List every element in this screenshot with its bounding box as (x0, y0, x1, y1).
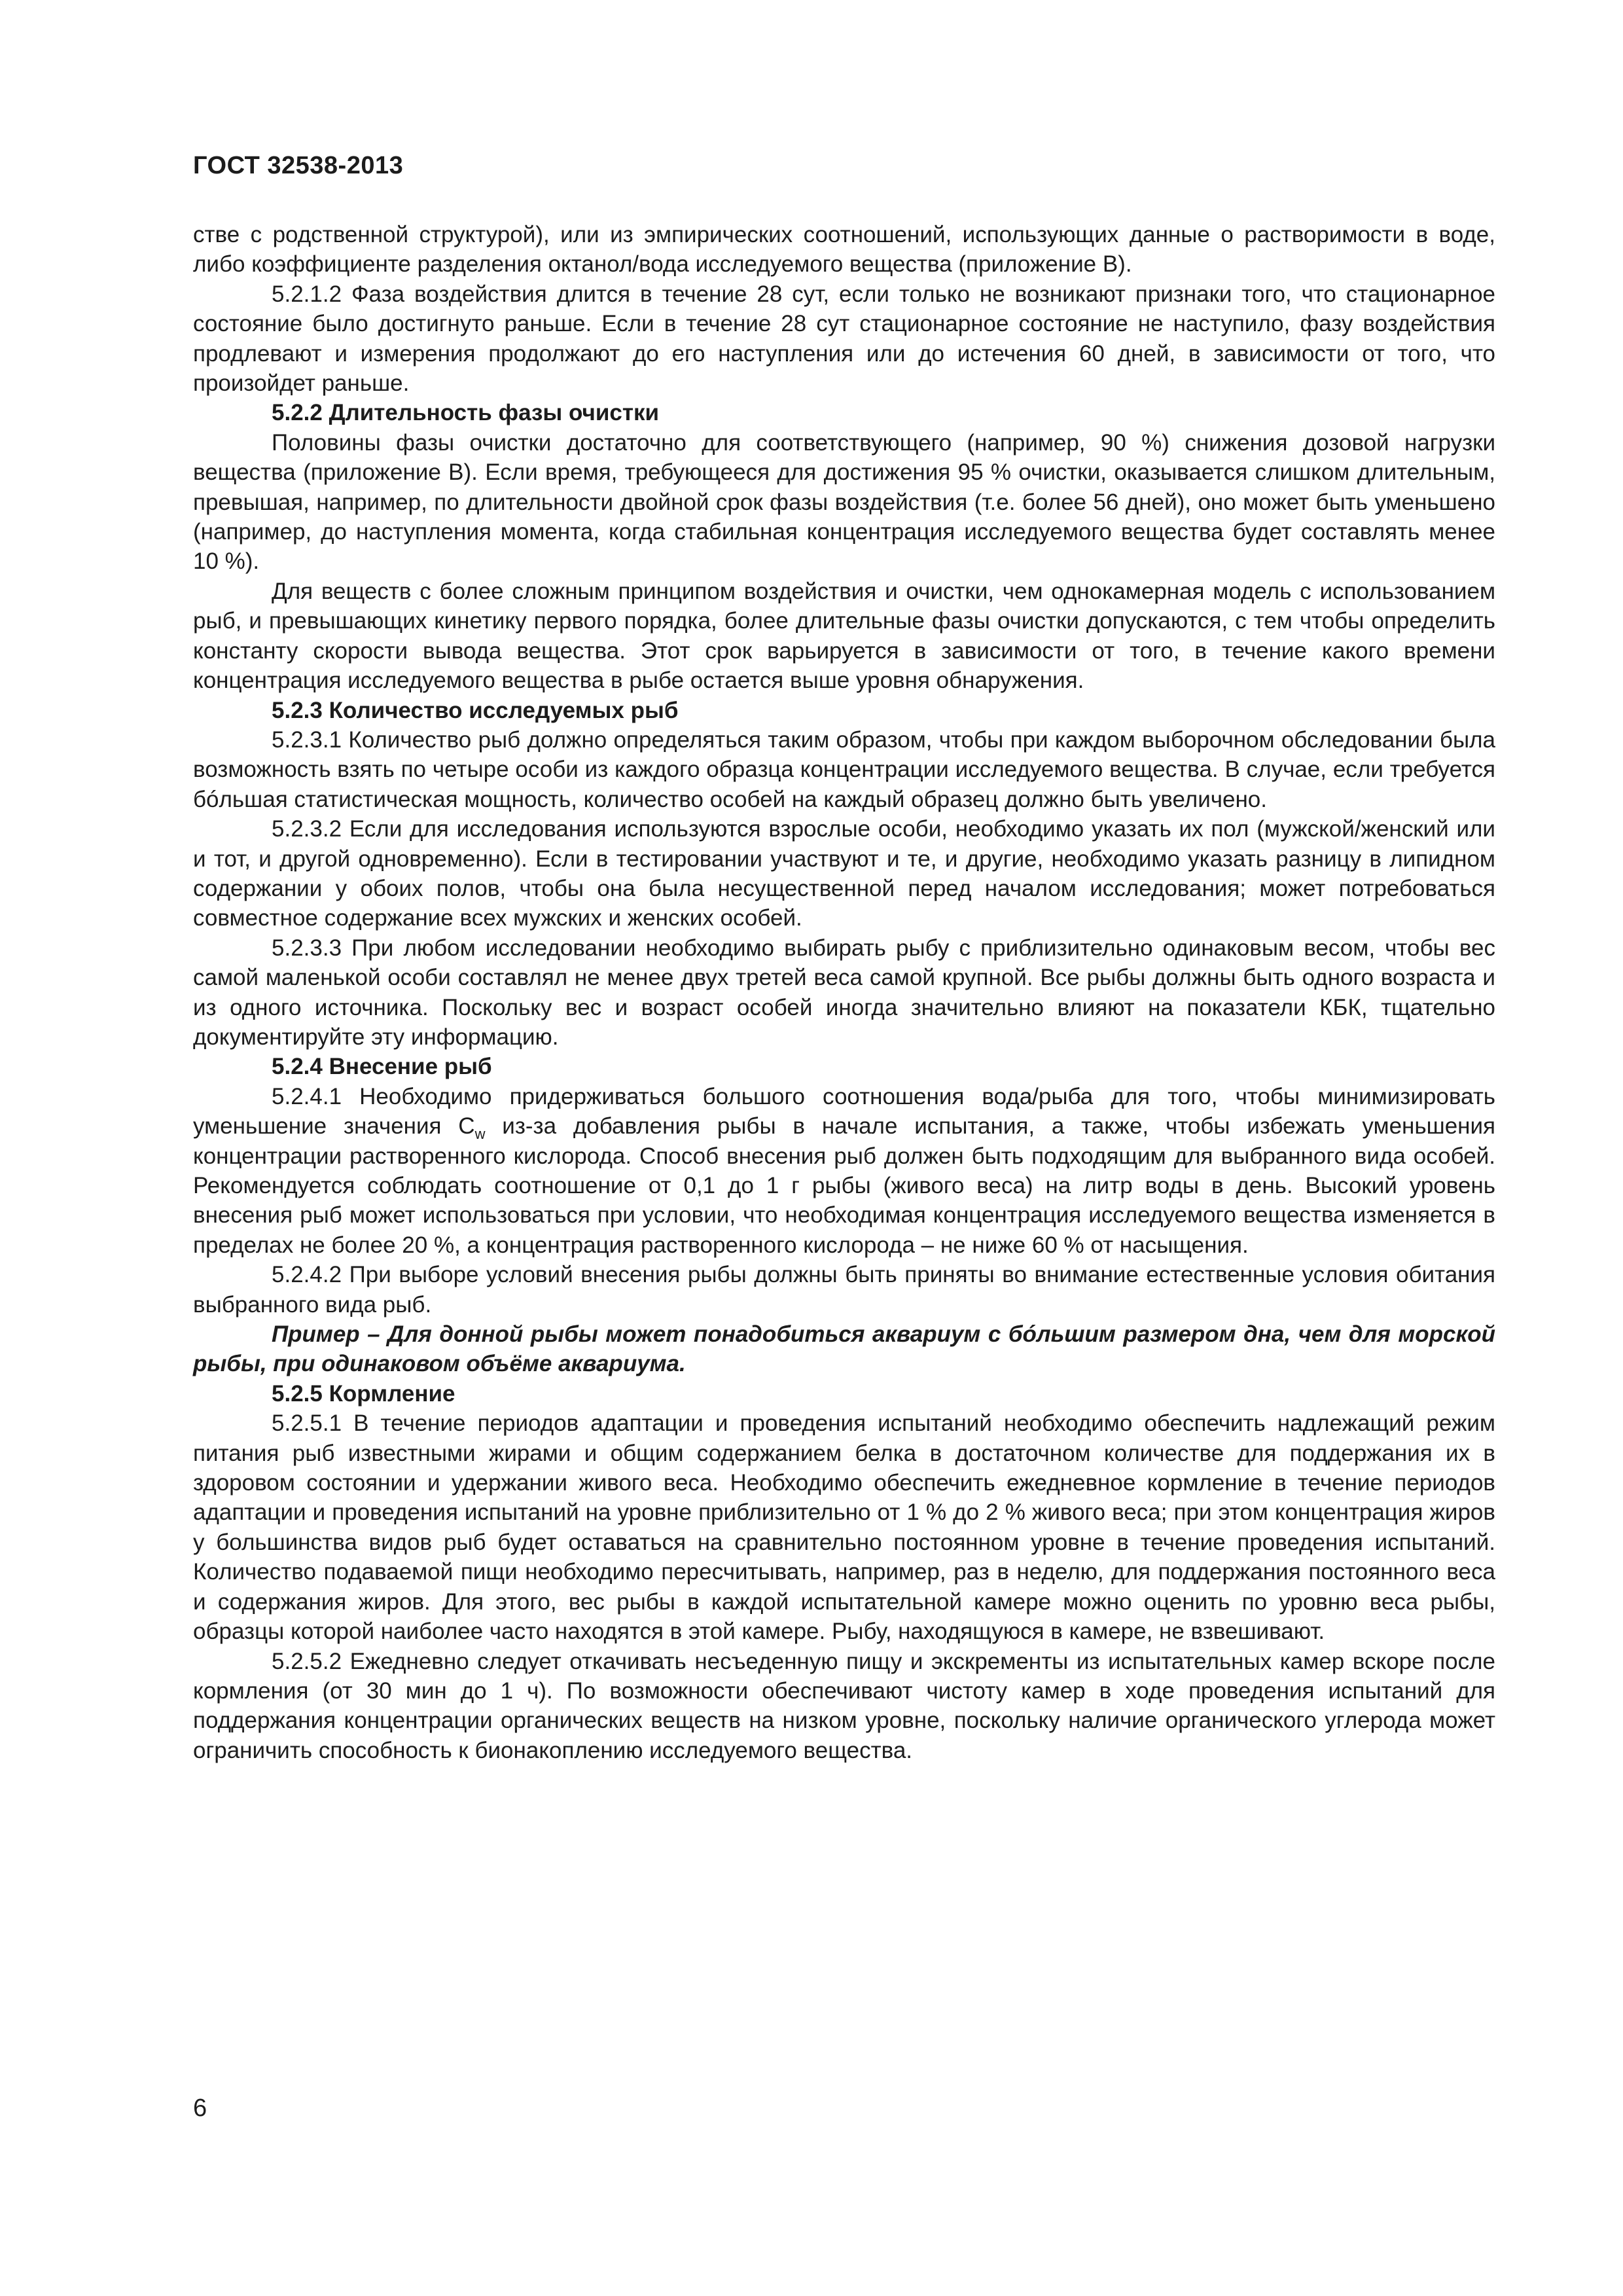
example-note: Пример – Для донной рыбы может понадобиться аквариум с бóльшим размером дна, чем для морской рыбы, при одинаковом объёме аквариума. (193, 1321, 1495, 1377)
paragraph-5-2-4-1-part-a: 5.2.4.1 Необходимо придерживаться большого соотношения вода/рыба для того, чтобы минимизировать уменьшение значения C (193, 1083, 1495, 1139)
paragraph-5-2-3-1: 5.2.3.1 Количество рыб должно определяться таким образом, чтобы при каждом выборочном обследовании была возможность взять по четыре особи из каждого образца концентрации исследуемого вещества. В случае, если требуется бóльшая статистическая мощность, количество особей на каждый образец должно быть увеличено. (193, 726, 1495, 812)
paragraph-5-2-1-2: 5.2.1.2 Фаза воздействия длится в течение 28 сут, если только не возникают признаки того, что стационарное состояние было достигнуто раньше. Если в течение 28 сут стационарное состояние не наступило, фазу воздействия продлевают и измерения продолжают до его наступления или до истечения 60 дней, в зависимости от того, что произойдет раньше. (193, 281, 1495, 397)
heading-5-2-2: 5.2.2 Длительность фазы очистки (272, 400, 660, 426)
document-body (193, 220, 1495, 1765)
paragraph-5-2-4-2: 5.2.4.2 При выборе условий внесения рыбы должны быть приняты во внимание естественные условия обитания выбранного вида рыб. (193, 1262, 1495, 1318)
paragraph-5-2-3-3: 5.2.3.3 При любом исследовании необходимо выбирать рыбу с приблизительно одинаковым весом, чтобы вес самой маленькой особи составлял не менее двух третей веса самой крупной. Все рыбы должны быть одного возраста и из одного источника. Поскольку вес и возраст особей иногда значительно влияют на показатели КБК, тщательно документируйте эту информацию. (193, 935, 1495, 1050)
paragraph-5-2-4-1 (193, 1082, 1495, 1260)
document-header: ГОСТ 32538-2013 (193, 152, 404, 179)
paragraph-cleanup-complex: Для веществ с более сложным принципом воздействия и очистки, чем однокамерная модель с использованием рыб, и превышающих кинетику первого порядка, более длительные фазы очистки допускаются, с тем чтобы определить константу скорости вывода вещества. Этот срок варьируется в зависимости от того, в течение какого времени концентрация исследуемого вещества в рыбе остается выше уровня обнаружения. (193, 578, 1495, 694)
paragraph-5-2-5-1: 5.2.5.1 В течение периодов адаптации и проведения испытаний необходимо обеспечить надлежащий режим питания рыб известными жирами и общим содержанием белка в достаточном количестве для поддержания их в здоровом состоянии и удержании живого веса. Необходимо обеспечить ежедневное кормление в течение периодов адаптации и проведения испытаний на уровне приблизительно от 1 % до 2 % живого веса; при этом концентрация жиров у большинства видов рыб будет оставаться на сравнительно постоянном уровне в течение проведения испытаний. Количество подаваемой пищи необходимо пересчитывать, например, раз в неделю, для поддержания постоянного веса и содержания жиров. Для этого, вес рыбы в каждой испытательной камере можно оценить по уровню веса рыбы, образцы которой наиболее часто находятся в этой камере. Рыбу, находящуюся в камере, не взвешивают. (193, 1410, 1495, 1645)
paragraph-cleanup-half: Половины фазы очистки достаточно для соответствующего (например, 90 %) снижения дозовой нагрузки вещества (приложение В). Если время, требующееся для достижения 95 % очистки, оказывается слишком длительным, превышая, например, по длительности двойной срок фазы воздействия (т.е. более 56 дней), оно может быть уменьшено (например, до наступления момента, когда стабильная концентрация исследуемого вещества будет составлять менее 10 %). (193, 429, 1495, 575)
paragraph-continuation: стве с родственной структурой), или из эмпирических соотношений, использующих данные о растворимости в воде, либо коэффициенте разделения октанол/вода исследуемого вещества (приложение В). (193, 222, 1495, 278)
heading-5-2-4: 5.2.4 Внесение рыб (272, 1054, 492, 1080)
paragraph-5-2-4-1-part-b: из-за добавления рыбы в начале испытания, а также, чтобы избежать уменьшения концентрации растворенного кислорода. Способ внесения рыб должен быть подходящим для выбранного вида особей. Рекомендуется соблюдать соотношение от 0,1 до 1 г рыбы (живого веса) на литр воды в день. Высокий уровень внесения рыб может использоваться при условии, что необходимая концентрация исследуемого вещества изменяется в пределах не более 20 %, а концентрация растворенного кислорода – не ниже 60 % от насыщения. (193, 1113, 1495, 1258)
heading-5-2-3: 5.2.3 Количество исследуемых рыб (272, 697, 679, 723)
heading-5-2-5: 5.2.5 Кормление (272, 1380, 455, 1407)
page-number: 6 (193, 2094, 207, 2122)
subscript-w: w (474, 1126, 486, 1143)
paragraph-5-2-3-2: 5.2.3.2 Если для исследования используются взрослые особи, необходимо указать их пол (мужской/женский или и тот, и другой одновременно). Если в тестировании участвуют и те, и другие, необходимо указать разницу в липидном содержании у обоих полов, чтобы она была несущественной перед началом исследования; может потребоваться совместное содержание всех мужских и женских особей. (193, 816, 1495, 931)
paragraph-5-2-5-2: 5.2.5.2 Ежедневно следует откачивать несъеденную пищу и экскременты из испытательных камер вскоре после кормления (от 30 мин до 1 ч). По возможности обеспечивают чистоту камер в ходе проведения испытаний для поддержания концентрации органических веществ на низком уровне, поскольку наличие органического углерода может ограничить способность к бионакоплению исследуемого вещества. (193, 1648, 1495, 1763)
